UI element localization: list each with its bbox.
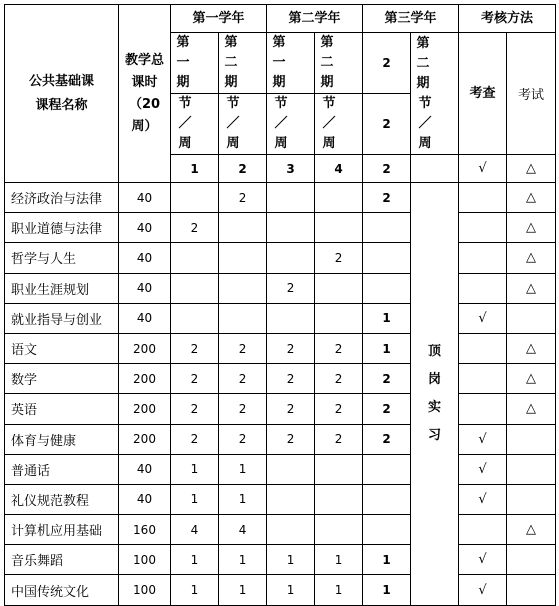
year3-header: 第三学年	[363, 5, 459, 33]
assess-check-cell: √	[459, 545, 507, 575]
hours-cell: 40	[119, 484, 171, 514]
course-name-cell: 英语	[5, 394, 119, 424]
y2-p2-unit-text: 节／周	[322, 96, 342, 151]
y2-p2-cell	[315, 183, 363, 213]
year2-header: 第二学年	[267, 5, 363, 33]
curriculum-table	[4, 4, 556, 606]
y3-p1-cell: 1	[363, 303, 411, 333]
y1-p1-cell	[171, 273, 219, 303]
y2-p1-unit-text: 节／周	[274, 96, 294, 151]
assess-test-cell: △	[507, 364, 556, 394]
assess-check-cell: √	[459, 484, 507, 514]
y2-p2-cell: 2	[315, 424, 363, 454]
y2-p2-cell	[315, 484, 363, 514]
table-row	[5, 364, 556, 394]
assess-check-cell: √	[459, 575, 507, 605]
y3-period2-label: 第二期	[416, 35, 440, 91]
y3-col2-blank	[411, 155, 459, 183]
period-number-4: 4	[315, 155, 363, 183]
y2-p1-cell	[267, 183, 315, 213]
y1-p1-cell: 2	[171, 364, 219, 394]
y1-period2-label: 第二期	[224, 35, 248, 90]
assess-test-cell: △	[507, 394, 556, 424]
y1-p2-cell: 2	[219, 364, 267, 394]
y1-period1-unit	[171, 94, 219, 155]
course-name-cell: 职业道德与法律	[5, 213, 119, 243]
y1-p1-cell: 1	[171, 484, 219, 514]
y1-p2-cell: 1	[219, 575, 267, 605]
y1-period2-unit	[219, 94, 267, 155]
course-name-cell: 体育与健康	[5, 424, 119, 454]
internship-label: 顶岗实习	[428, 343, 442, 443]
y3-col1-mid: 2	[363, 94, 411, 155]
y2-p1-cell: 2	[267, 333, 315, 363]
y2-p2-cell	[315, 213, 363, 243]
assess-check-cell	[459, 515, 507, 545]
table-row	[5, 303, 556, 333]
assess-test-cell	[507, 454, 556, 484]
table-row	[5, 394, 556, 424]
year1-header: 第一学年	[171, 5, 267, 33]
y1-p2-cell: 2	[219, 333, 267, 363]
y1-p1-cell	[171, 243, 219, 273]
assess-test-cell	[507, 575, 556, 605]
total-hours-header-text: 教学总课时（20周）	[124, 52, 164, 134]
hours-cell: 160	[119, 515, 171, 545]
assess-check-cell: √	[459, 424, 507, 454]
y3-p1-cell: 1	[363, 545, 411, 575]
course-name-cell: 音乐舞蹈	[5, 545, 119, 575]
y2-p1-cell	[267, 484, 315, 514]
y2-p2-cell: 2	[315, 243, 363, 273]
y1-p1-cell: 1	[171, 545, 219, 575]
y1-p2-cell	[219, 303, 267, 333]
y1-p1-cell: 2	[171, 424, 219, 454]
assess-test-cell	[507, 545, 556, 575]
y2-p1-cell	[267, 303, 315, 333]
assess-check-cell	[459, 183, 507, 213]
y2-p2-cell: 2	[315, 394, 363, 424]
y2-p2-cell: 1	[315, 575, 363, 605]
assess-check-cell	[459, 273, 507, 303]
assess-test-cell: △	[507, 515, 556, 545]
y2-p1-cell: 1	[267, 575, 315, 605]
period-number-3: 3	[267, 155, 315, 183]
table-row	[5, 545, 556, 575]
hours-cell: 40	[119, 243, 171, 273]
y1-p2-cell	[219, 213, 267, 243]
y2-p1-cell: 1	[267, 545, 315, 575]
hours-cell: 100	[119, 545, 171, 575]
total-hours-header	[119, 5, 171, 183]
y1-p2-cell: 1	[219, 545, 267, 575]
table-row	[5, 243, 556, 273]
y3-p1-cell: 2	[363, 394, 411, 424]
y2-p1-cell	[267, 243, 315, 273]
y3-period2-header	[411, 33, 459, 155]
y2-p1-cell	[267, 515, 315, 545]
hours-cell: 40	[119, 183, 171, 213]
y1-p1-cell: 1	[171, 575, 219, 605]
y2-period1-label: 第一期	[272, 35, 296, 90]
y1-p2-cell: 1	[219, 454, 267, 484]
assess-test-cell	[507, 424, 556, 454]
assess-check-cell	[459, 364, 507, 394]
y1-p2-cell	[219, 243, 267, 273]
header-check-mark: √	[459, 155, 507, 183]
y1-p2-cell: 2	[219, 183, 267, 213]
course-name-cell: 职业生涯规划	[5, 273, 119, 303]
y2-p1-cell: 2	[267, 394, 315, 424]
table-row	[5, 454, 556, 484]
y1-p1-cell: 2	[171, 394, 219, 424]
y2-p2-cell: 1	[315, 545, 363, 575]
y2-p2-cell	[315, 454, 363, 484]
assess-check-cell	[459, 243, 507, 273]
y1-p2-cell	[219, 273, 267, 303]
hours-cell: 40	[119, 454, 171, 484]
y1-p1-cell	[171, 303, 219, 333]
y1-p2-cell: 2	[219, 394, 267, 424]
y3-p1-cell	[363, 243, 411, 273]
y2-p1-cell	[267, 213, 315, 243]
y1-p2-cell: 4	[219, 515, 267, 545]
course-name-header-line1: 公共基础课	[28, 73, 94, 89]
table-row	[5, 515, 556, 545]
y1-p2-cell: 1	[219, 484, 267, 514]
y2-p2-cell: 2	[315, 333, 363, 363]
y2-period1-unit	[267, 94, 315, 155]
course-name-cell: 数学	[5, 364, 119, 394]
course-name-cell: 礼仪规范教程	[5, 484, 119, 514]
table-row	[5, 333, 556, 363]
course-name-cell: 就业指导与创业	[5, 303, 119, 333]
table-row	[5, 424, 556, 454]
course-name-header	[5, 5, 119, 183]
y1-p1-cell: 4	[171, 515, 219, 545]
y1-p1-cell: 2	[171, 213, 219, 243]
course-name-cell: 计算机应用基础	[5, 515, 119, 545]
y3-p1-cell: 2	[363, 424, 411, 454]
y2-p1-cell: 2	[267, 424, 315, 454]
hours-cell: 200	[119, 424, 171, 454]
y1-p2-unit-text: 节／周	[226, 96, 246, 151]
header-test-mark: △	[507, 155, 556, 183]
y2-p1-cell: 2	[267, 364, 315, 394]
y3-p1-cell	[363, 273, 411, 303]
y2-p1-cell	[267, 454, 315, 484]
y2-p1-cell: 2	[267, 273, 315, 303]
y2-period2-label: 第二期	[320, 35, 344, 90]
table-row	[5, 575, 556, 605]
y3-period2-unit: 节／周	[418, 95, 438, 151]
assess-test-cell: △	[507, 243, 556, 273]
assess-test-cell	[507, 484, 556, 514]
assess-test-cell: △	[507, 333, 556, 363]
course-name-cell: 哲学与人生	[5, 243, 119, 273]
y2-p2-cell	[315, 273, 363, 303]
assess-check-cell	[459, 213, 507, 243]
y2-period2-header	[315, 33, 363, 94]
y1-period2-header	[219, 33, 267, 94]
assess-check-cell: √	[459, 303, 507, 333]
table-row	[5, 183, 556, 213]
hours-cell: 200	[119, 394, 171, 424]
course-name-cell: 普通话	[5, 454, 119, 484]
assess-check-cell: √	[459, 454, 507, 484]
assess-test-cell: △	[507, 213, 556, 243]
y3-col1-top: 2	[363, 33, 411, 94]
y1-p1-unit-text: 节／周	[178, 96, 198, 151]
hours-cell: 40	[119, 273, 171, 303]
y1-period1-header	[171, 33, 219, 94]
period-number-1: 1	[171, 155, 219, 183]
y1-p1-cell	[171, 183, 219, 213]
table-row	[5, 273, 556, 303]
hours-cell: 40	[119, 303, 171, 333]
assess-test-cell: △	[507, 183, 556, 213]
course-name-cell: 语文	[5, 333, 119, 363]
y3-p1-cell: 1	[363, 333, 411, 363]
hours-cell: 40	[119, 213, 171, 243]
assess-test-cell: △	[507, 273, 556, 303]
y1-p2-cell: 2	[219, 424, 267, 454]
internship-cell	[411, 183, 459, 606]
assess-check-cell	[459, 333, 507, 363]
course-name-cell: 中国传统文化	[5, 575, 119, 605]
exam-check-header: 考查	[459, 33, 507, 155]
hours-cell: 100	[119, 575, 171, 605]
assess-test-cell	[507, 303, 556, 333]
y3-p1-cell	[363, 213, 411, 243]
y3-col1-bottom: 2	[363, 155, 411, 183]
assess-check-cell	[459, 394, 507, 424]
y2-p2-cell: 2	[315, 364, 363, 394]
y2-p2-cell	[315, 303, 363, 333]
hours-cell: 200	[119, 364, 171, 394]
y3-p1-cell: 1	[363, 575, 411, 605]
y1-p1-cell: 2	[171, 333, 219, 363]
y1-period1-label: 第一期	[176, 35, 200, 90]
exam-test-header: 考试	[507, 33, 556, 155]
table-row	[5, 213, 556, 243]
table-row	[5, 484, 556, 514]
y3-p1-cell	[363, 454, 411, 484]
y3-p1-cell: 2	[363, 364, 411, 394]
y3-p1-cell	[363, 515, 411, 545]
course-name-header-line2: 课程名称	[35, 97, 88, 113]
y3-p1-cell	[363, 484, 411, 514]
y2-period2-unit	[315, 94, 363, 155]
y2-p2-cell	[315, 515, 363, 545]
period-number-2: 2	[219, 155, 267, 183]
assessment-header: 考核方法	[459, 5, 556, 33]
hours-cell: 200	[119, 333, 171, 363]
course-name-cell: 经济政治与法律	[5, 183, 119, 213]
y3-p1-cell: 2	[363, 183, 411, 213]
y2-period1-header	[267, 33, 315, 94]
y1-p1-cell: 1	[171, 454, 219, 484]
